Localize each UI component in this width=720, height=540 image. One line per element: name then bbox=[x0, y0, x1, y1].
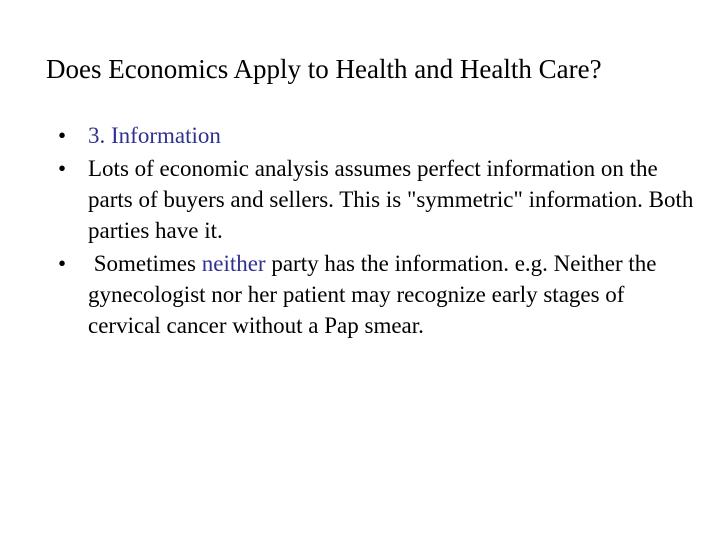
bullet-item-perfect-information bbox=[58, 153, 698, 246]
slide-title: Does Economics Apply to Health and Health Care? bbox=[46, 54, 602, 84]
bullet-list bbox=[58, 120, 698, 343]
bullet-dot-icon: • bbox=[58, 156, 67, 181]
bullet-dot-icon: • bbox=[58, 123, 67, 148]
bullet-text: 3. Information bbox=[88, 123, 221, 148]
bullet-dot-icon: • bbox=[58, 251, 67, 276]
bullet-text-highlight: neither bbox=[201, 251, 266, 276]
bullet-text-suffix: party has the information. e.g. Neither the gynecologist nor her patient may recognize early stages of cervical cancer without a Pap smear. bbox=[88, 251, 657, 338]
bullet-text: Lots of economic analysis assumes perfect information on the parts of buyers and sellers. This is "symmetric" information. Both parties have it. bbox=[88, 156, 694, 243]
bullet-text-prefix: Sometimes bbox=[88, 251, 202, 276]
bullet-item-information bbox=[58, 120, 698, 151]
bullet-item-neither-party bbox=[58, 248, 698, 341]
